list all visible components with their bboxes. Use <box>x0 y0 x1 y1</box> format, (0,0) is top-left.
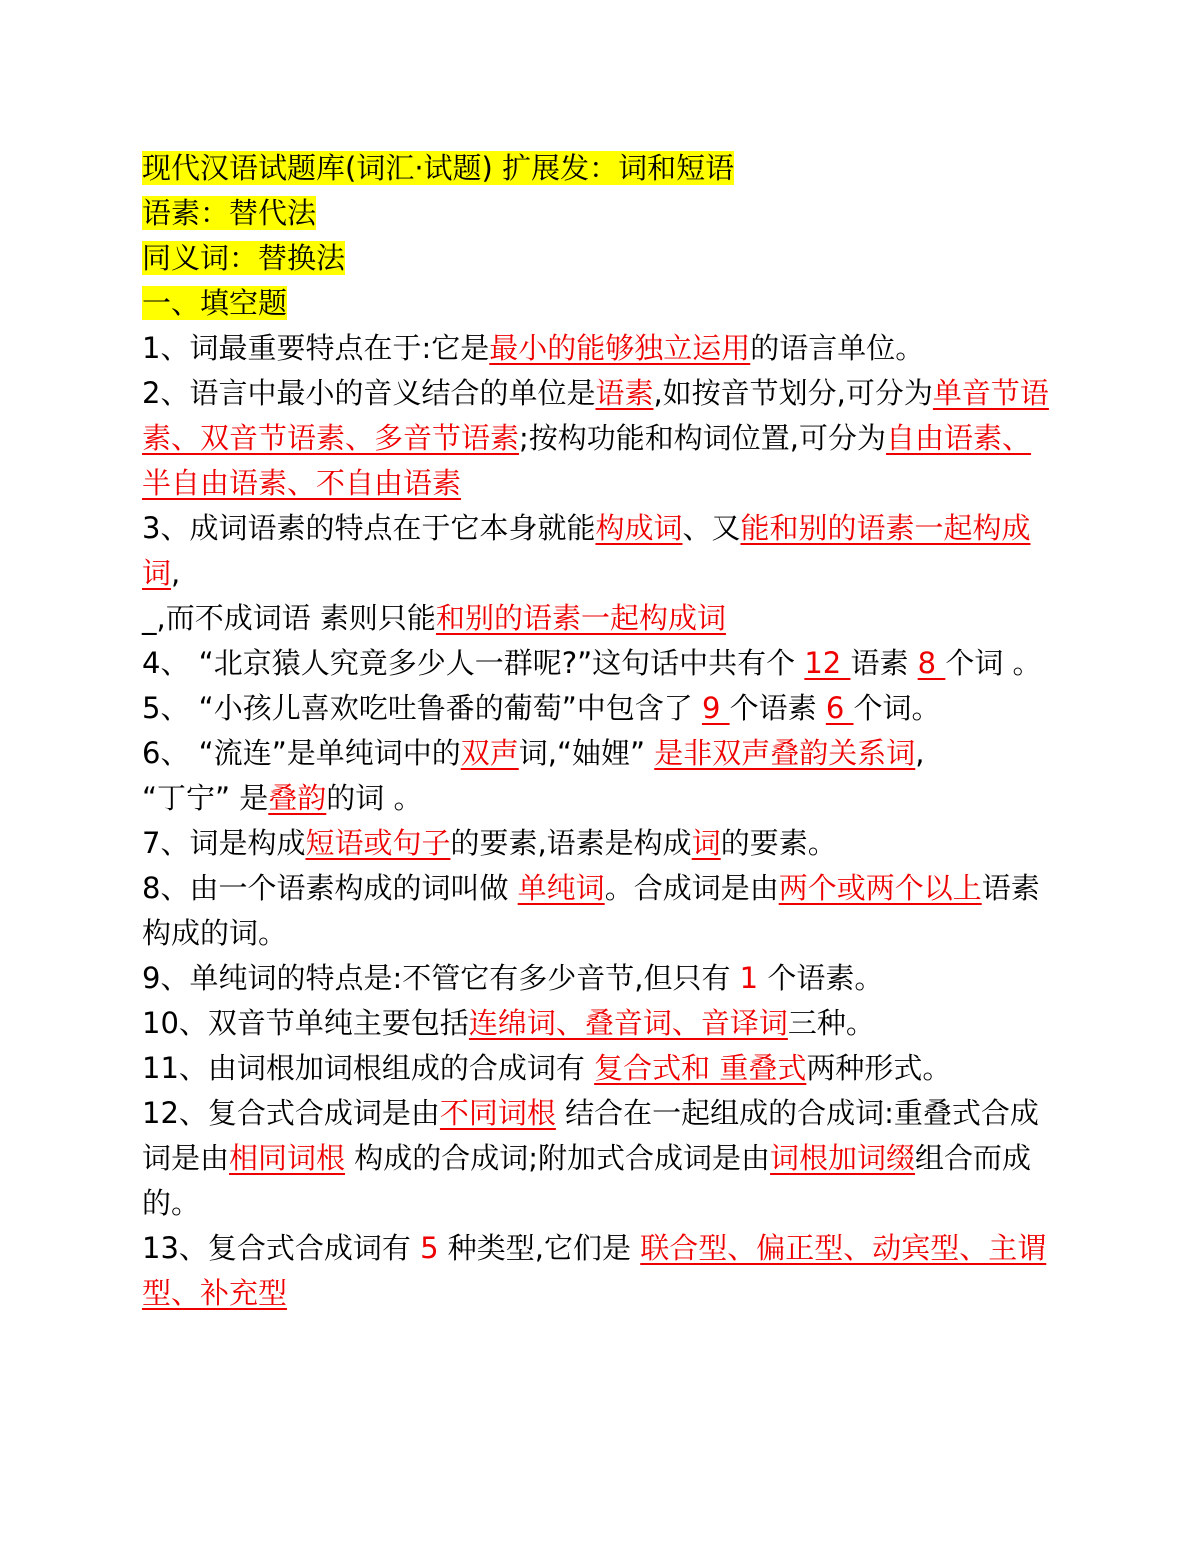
q10-text: 10、双音节单纯主要包括 <box>142 1006 469 1040</box>
q12-answer-3: 词根加词缀 <box>770 1141 916 1175</box>
synonym-heading <box>142 236 1057 281</box>
q10-answer: 连绵词、叠音词、音译词 <box>468 1006 788 1040</box>
q6-answer-3: 叠韵 <box>268 781 327 815</box>
q5-text-3: 个词。 <box>853 691 941 725</box>
q12-answer-1: 不同词根 <box>439 1096 556 1130</box>
q12-text-2: 结合在一起组成的合成词:重叠式合成词是由 <box>142 1096 1039 1175</box>
q3-text-3: , <box>171 556 181 590</box>
q4-text-2: 语素 <box>850 646 918 680</box>
q13-answer: 联合型、偏正型、动宾型、主谓型、补充型 <box>142 1231 1047 1310</box>
document-page <box>142 146 1057 1316</box>
q2-text: 2、语言中最小的音义结合的单位是 <box>142 376 596 410</box>
q9-text: 9、单纯词的特点是:不管它有多少音节,但只有 <box>142 961 740 995</box>
question-3 <box>142 506 1057 596</box>
q12-answer-2: 相同词根 <box>229 1141 346 1175</box>
question-13 <box>142 1226 1057 1316</box>
q11-text-2: 两种形式。 <box>806 1051 952 1085</box>
q9-answer: 1 <box>739 961 759 995</box>
morpheme-heading-text: 语素：替代法 <box>142 196 317 230</box>
q3-answer-3: 和别的语素一起构成词 <box>435 601 726 635</box>
q7-text: 7、词是构成 <box>142 826 306 860</box>
question-12 <box>142 1091 1057 1226</box>
q7-answer-2: 词 <box>691 826 721 860</box>
q3-text-4: _,而不成词语 素则只能 <box>142 601 436 635</box>
synonym-heading-text: 同义词：替换法 <box>142 241 346 275</box>
q6-text: 6、 “流连”是单纯词中的 <box>142 736 461 770</box>
question-8 <box>142 866 1057 956</box>
q9-text-2: 个语素。 <box>758 961 884 995</box>
q5-text: 5、 “小孩儿喜欢吃吐鲁番的葡萄”中包含了 <box>142 691 702 725</box>
q4-answer-1: 12 <box>804 646 851 680</box>
q12-text-4: 组合而成的。 <box>142 1141 1032 1220</box>
q8-text-2: 。合成词是由 <box>604 871 779 905</box>
q2-text-2: ,如按音节划分,可分为 <box>653 376 933 410</box>
question-10 <box>142 1001 1057 1046</box>
q11-text: 11、由词根加词根组成的合成词有 <box>142 1051 595 1085</box>
question-6-cont <box>142 776 1057 821</box>
q3-answer-1: 构成词 <box>595 511 683 545</box>
morpheme-heading <box>142 191 1057 236</box>
doc-title <box>142 146 1057 191</box>
q1-text-end: 的语言单位。 <box>750 331 925 365</box>
q8-answer-1: 单纯词 <box>517 871 605 905</box>
question-7 <box>142 821 1057 866</box>
q7-text-3: 的要素。 <box>720 826 837 860</box>
q3-answer-2: 能和别的语素一起构成词 <box>142 511 1031 590</box>
q13-text-2: 种类型,它们是 <box>438 1231 641 1265</box>
question-9 <box>142 956 1057 1001</box>
q5-text-2: 个语素 <box>729 691 826 725</box>
q7-answer-1: 短语或句子 <box>305 826 451 860</box>
q11-answer: 复合式和 重叠式 <box>594 1051 807 1085</box>
q1-text: 1、词最重要特点在于:它是 <box>142 331 490 365</box>
q6-text-3: , <box>915 736 925 770</box>
q12-text: 12、复合式合成词是由 <box>142 1096 440 1130</box>
q8-text: 8、由一个语素构成的词叫做 <box>142 871 518 905</box>
q8-text-3: 语素构成的词。 <box>142 871 1040 950</box>
q8-answer-2: 两个或两个以上 <box>778 871 982 905</box>
q5-answer-2: 6 <box>825 691 854 725</box>
question-2 <box>142 371 1057 506</box>
q3-text-2: 、又 <box>682 511 741 545</box>
q6-answer-2: 是非双声叠韵关系词 <box>654 736 916 770</box>
q10-text-2: 三种。 <box>787 1006 875 1040</box>
q4-text-3: 个词 。 <box>945 646 1042 680</box>
q3-text: 3、成词语素的特点在于它本身就能 <box>142 511 596 545</box>
q2-text-3: ;按构功能和构词位置,可分为 <box>519 421 887 455</box>
q13-text: 13、复合式合成词有 <box>142 1231 421 1265</box>
q2-answer-3: 自由语素、半自由语素、不自由语素 <box>142 421 1032 500</box>
q6-text-4: “丁宁” 是 <box>142 781 269 815</box>
q2-answer-2: 单音节语素、双音节语素、多音节语素 <box>142 376 1049 455</box>
question-3-cont <box>142 596 1057 641</box>
q4-text: 4、 “北京猿人究竟多少人一群呢?”这句话中共有个 <box>142 646 805 680</box>
q6-text-2: 词,“妯娌” <box>518 736 655 770</box>
q13-count: 5 <box>420 1231 439 1265</box>
q6-text-5: 的词 。 <box>326 781 423 815</box>
question-5 <box>142 686 1057 731</box>
question-4 <box>142 641 1057 686</box>
question-6 <box>142 731 1057 776</box>
q7-text-2: 的要素,语素是构成 <box>450 826 692 860</box>
q5-answer-1: 9 <box>701 691 730 725</box>
doc-title-text: 现代汉语试题库(词汇·试题) 扩展发：词和短语 <box>142 151 735 185</box>
question-11 <box>142 1046 1057 1091</box>
q1-answer: 最小的能够独立运用 <box>489 331 751 365</box>
question-1 <box>142 326 1057 371</box>
q12-text-3: 构成的合成词;附加式合成词是由 <box>345 1141 771 1175</box>
section-heading-text: 一、填空题 <box>142 286 288 320</box>
q4-answer-2: 8 <box>917 646 946 680</box>
q6-answer-1: 双声 <box>460 736 519 770</box>
q2-answer-1: 语素 <box>595 376 654 410</box>
section-heading <box>142 281 1057 326</box>
